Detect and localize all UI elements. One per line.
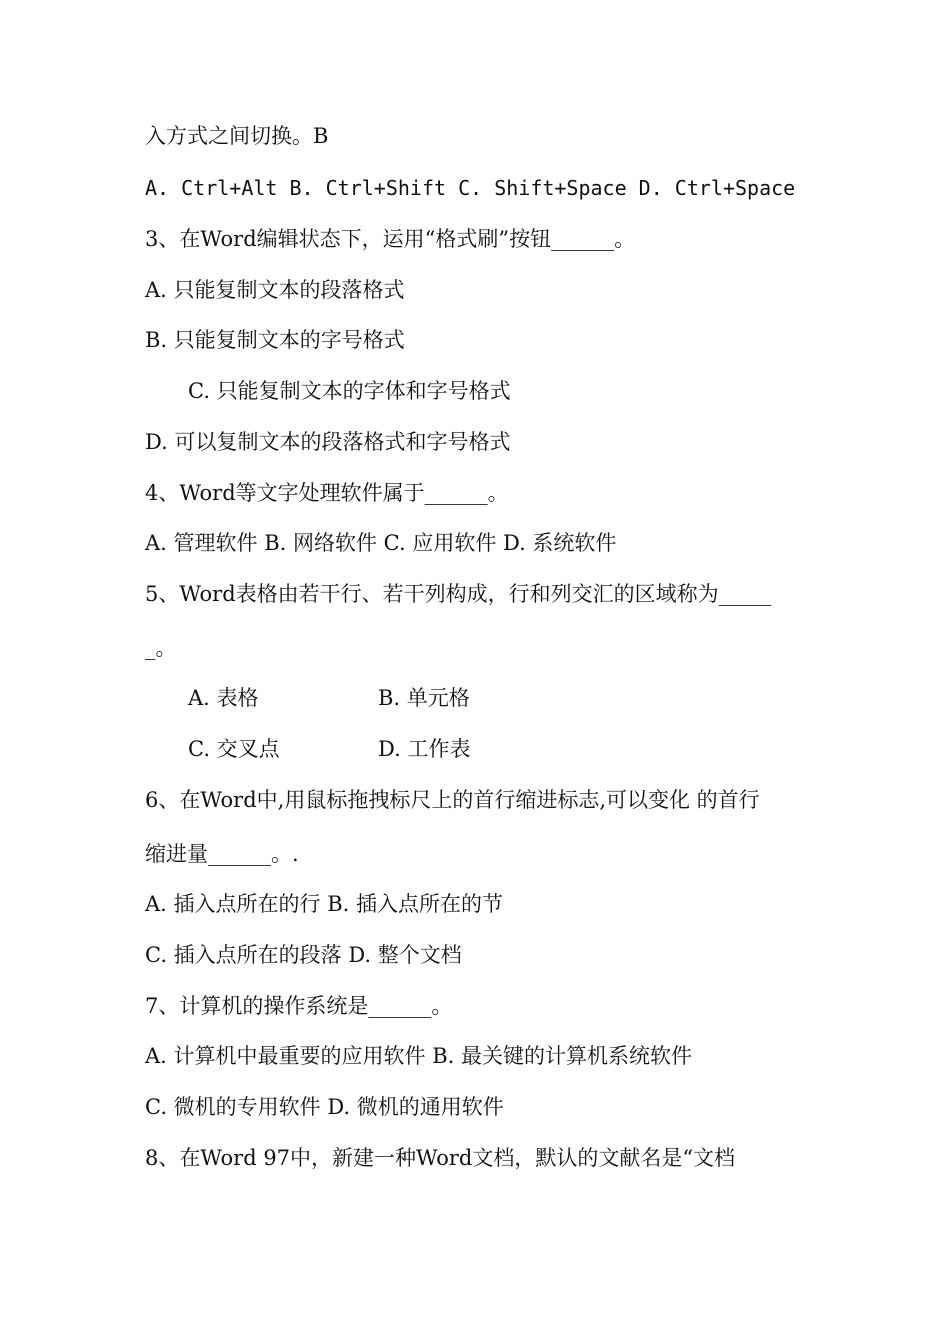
question-5-option-c: C. 交叉点: [188, 737, 280, 761]
question-7-stem: 7、计算机的操作系统是______。: [145, 994, 453, 1018]
question-3-option-c: C. 只能复制文本的字体和字号格式: [188, 379, 511, 403]
question-3-option-d: D. 可以复制文本的段落格式和字号格式: [145, 430, 511, 454]
question-5-stem-cont: _。: [145, 636, 177, 660]
question-2-options: A. Ctrl+Alt B. Ctrl+Shift C. Shift+Space D. Ctrl+Space: [145, 176, 796, 200]
question-3-option-a: A. 只能复制文本的段落格式: [145, 278, 405, 302]
question-5-stem: 5、Word表格由若干行、若干列构成，行和列交汇的区域称为_____: [145, 582, 772, 606]
question-6-options-cd: C. 插入点所在的段落 D. 整个文档: [145, 943, 462, 967]
question-7-options-cd: C. 微机的专用软件 D. 微机的通用软件: [145, 1095, 504, 1119]
question-5-option-d: D. 工作表: [378, 737, 471, 761]
question-8-stem: 8、在Word 97中，新建一种Word文档，默认的文献名是“文档: [145, 1146, 736, 1170]
question-6-stem-cont: 缩进量______。.: [145, 842, 299, 866]
text-line: 入方式之间切换。B: [145, 124, 329, 148]
question-4-stem: 4、Word等文字处理软件属于______。: [145, 481, 509, 505]
question-7-options-ab: A. 计算机中最重要的应用软件 B. 最关键的计算机系统软件: [145, 1044, 692, 1068]
question-3-stem: 3、在Word编辑状态下，运用“格式刷”按钮______。: [145, 227, 636, 251]
question-6-options-ab: A. 插入点所在的行 B. 插入点所在的节: [145, 892, 503, 916]
question-3-option-b: B. 只能复制文本的字号格式: [145, 328, 405, 352]
question-4-options: A. 管理软件 B. 网络软件 C. 应用软件 D. 系统软件: [145, 531, 617, 555]
question-6-stem: 6、在Word中,用鼠标拖拽标尺上的首行缩进标志,可以变化 的首行: [145, 788, 760, 812]
question-5-option-b: B. 单元格: [378, 686, 470, 710]
question-5-option-a: A. 表格: [188, 686, 259, 710]
